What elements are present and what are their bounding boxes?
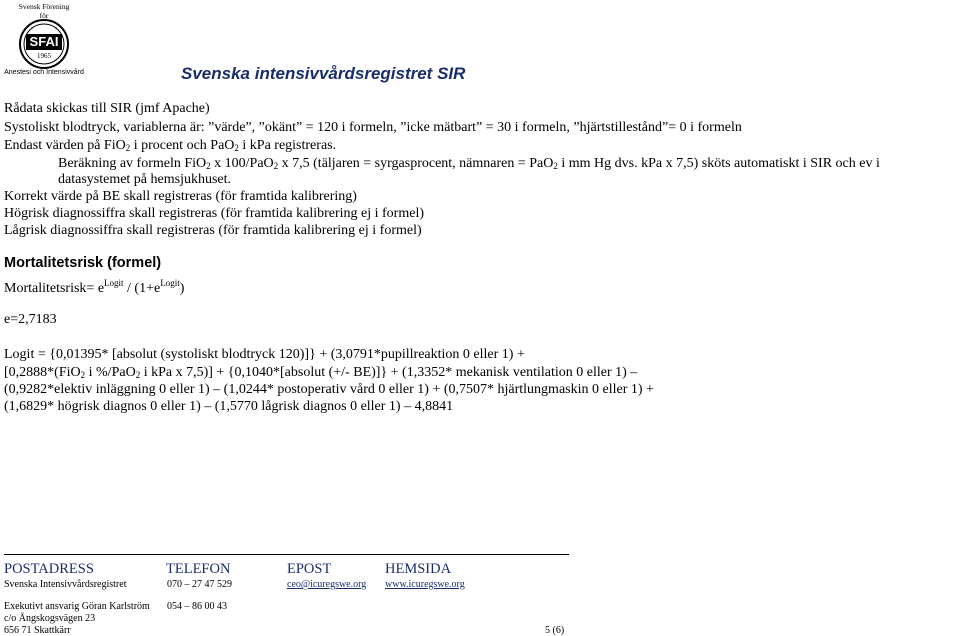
formula-line: Mortalitetsrisk= $e^{Logit} / (1+e^{Logit})$: [4, 278, 185, 296]
logit-line: (0,9282*elektiv inläggning 0 eller 1) – (1,0244* postoperativ vård 0 eller 1) + (0,7507* hjärtlungmaskin 0 eller 1) +: [4, 382, 654, 397]
footer-city: 656 71 Skattkärr: [4, 625, 71, 636]
text-line: Högrisk diagnossiffra skall registreras (för framtida kalibrering ej i formel): [4, 206, 424, 221]
text-line: Beräkning av formeln FiO$_2$ x 100/PaO$_2$ x 7,5 (täljaren = syrgasprocent, nämnaren = PaO$_2$ i mm Hg dvs. kPa x 7,5) sköts automatiskt i SIR och ev i: [58, 156, 880, 171]
logo-year: 1965: [37, 52, 51, 60]
footer-phone: 070 – 27 47 529: [167, 579, 232, 590]
logo-bottom-text: Anestesi och Intensivvård: [4, 69, 84, 76]
section-heading: Mortalitetsrisk (formel): [4, 255, 162, 271]
logit-line: Logit = {0,01395* [absolut (systoliskt blodtryck 120)]} + (3,0791*pupillreaktion 0 eller 1) +: [4, 347, 525, 362]
footer-email-link[interactable]: ceo@icuregswe.org: [287, 579, 367, 590]
footer-divider: [4, 554, 569, 555]
footer-web-link[interactable]: www.icuregswe.org: [385, 579, 465, 590]
logo-line1: Svensk Förening: [18, 2, 70, 11]
footer-heading-postadress: POSTADRESS: [4, 561, 94, 577]
footer-heading-hemsida: HEMSIDA: [385, 561, 452, 577]
logit-line: [0,2888*(FiO$_2$ i %/PaO$_2$ i kPa x 7,5)] + {0,1040*[absolut (+/- BE)]} + (1,3352* mekanisk ventilation 0 eller 1) –: [4, 365, 638, 380]
text-line: Endast värden på FiO$_2$ i procent och PaO$_2$ i kPa registreras.: [4, 138, 337, 153]
page-number: 5 (6): [545, 625, 565, 636]
text-line: datasystemet på hemsjukhuset.: [58, 172, 232, 187]
text-line: Lågrisk diagnossiffra skall registreras (för framtida kalibrering ej i formel): [4, 223, 422, 238]
page-title: Svenska intensivvårdsregistret SIR: [181, 64, 466, 83]
footer-co: c/o Ängskogsvägen 23: [4, 613, 96, 624]
logit-line: (1,6829* högrisk diagnos 0 eller 1) – (1,5770 lågrisk diagnos 0 eller 1) – 4,8841: [4, 399, 454, 414]
text-line: Korrekt värde på BE skall registreras (för framtida kalibrering): [4, 189, 357, 204]
text-line: Rådata skickas till SIR (jmf Apache): [4, 101, 210, 116]
logo-acronym: SFAI: [29, 34, 59, 49]
footer-exec-phone: 054 – 86 00 43: [167, 601, 227, 612]
logo-line2: för: [39, 11, 49, 20]
footer-org: Svenska Intensivvårdsregistret: [4, 579, 127, 590]
footer-heading-epost: EPOST: [287, 561, 332, 577]
footer-exec: Exekutivt ansvarig Göran Karlström: [4, 601, 150, 612]
footer-heading-telefon: TELEFON: [166, 561, 231, 577]
e-value: e=2,7183: [4, 312, 57, 327]
sfai-logo: [2, 2, 86, 78]
text-line: Systoliskt blodtryck, variablerna är: ”värde”, ”okänt” = 120 i formeln, ”icke mätbart” = 30 i formeln, ”hjärtstillestånd”= 0 i formeln: [4, 120, 742, 135]
